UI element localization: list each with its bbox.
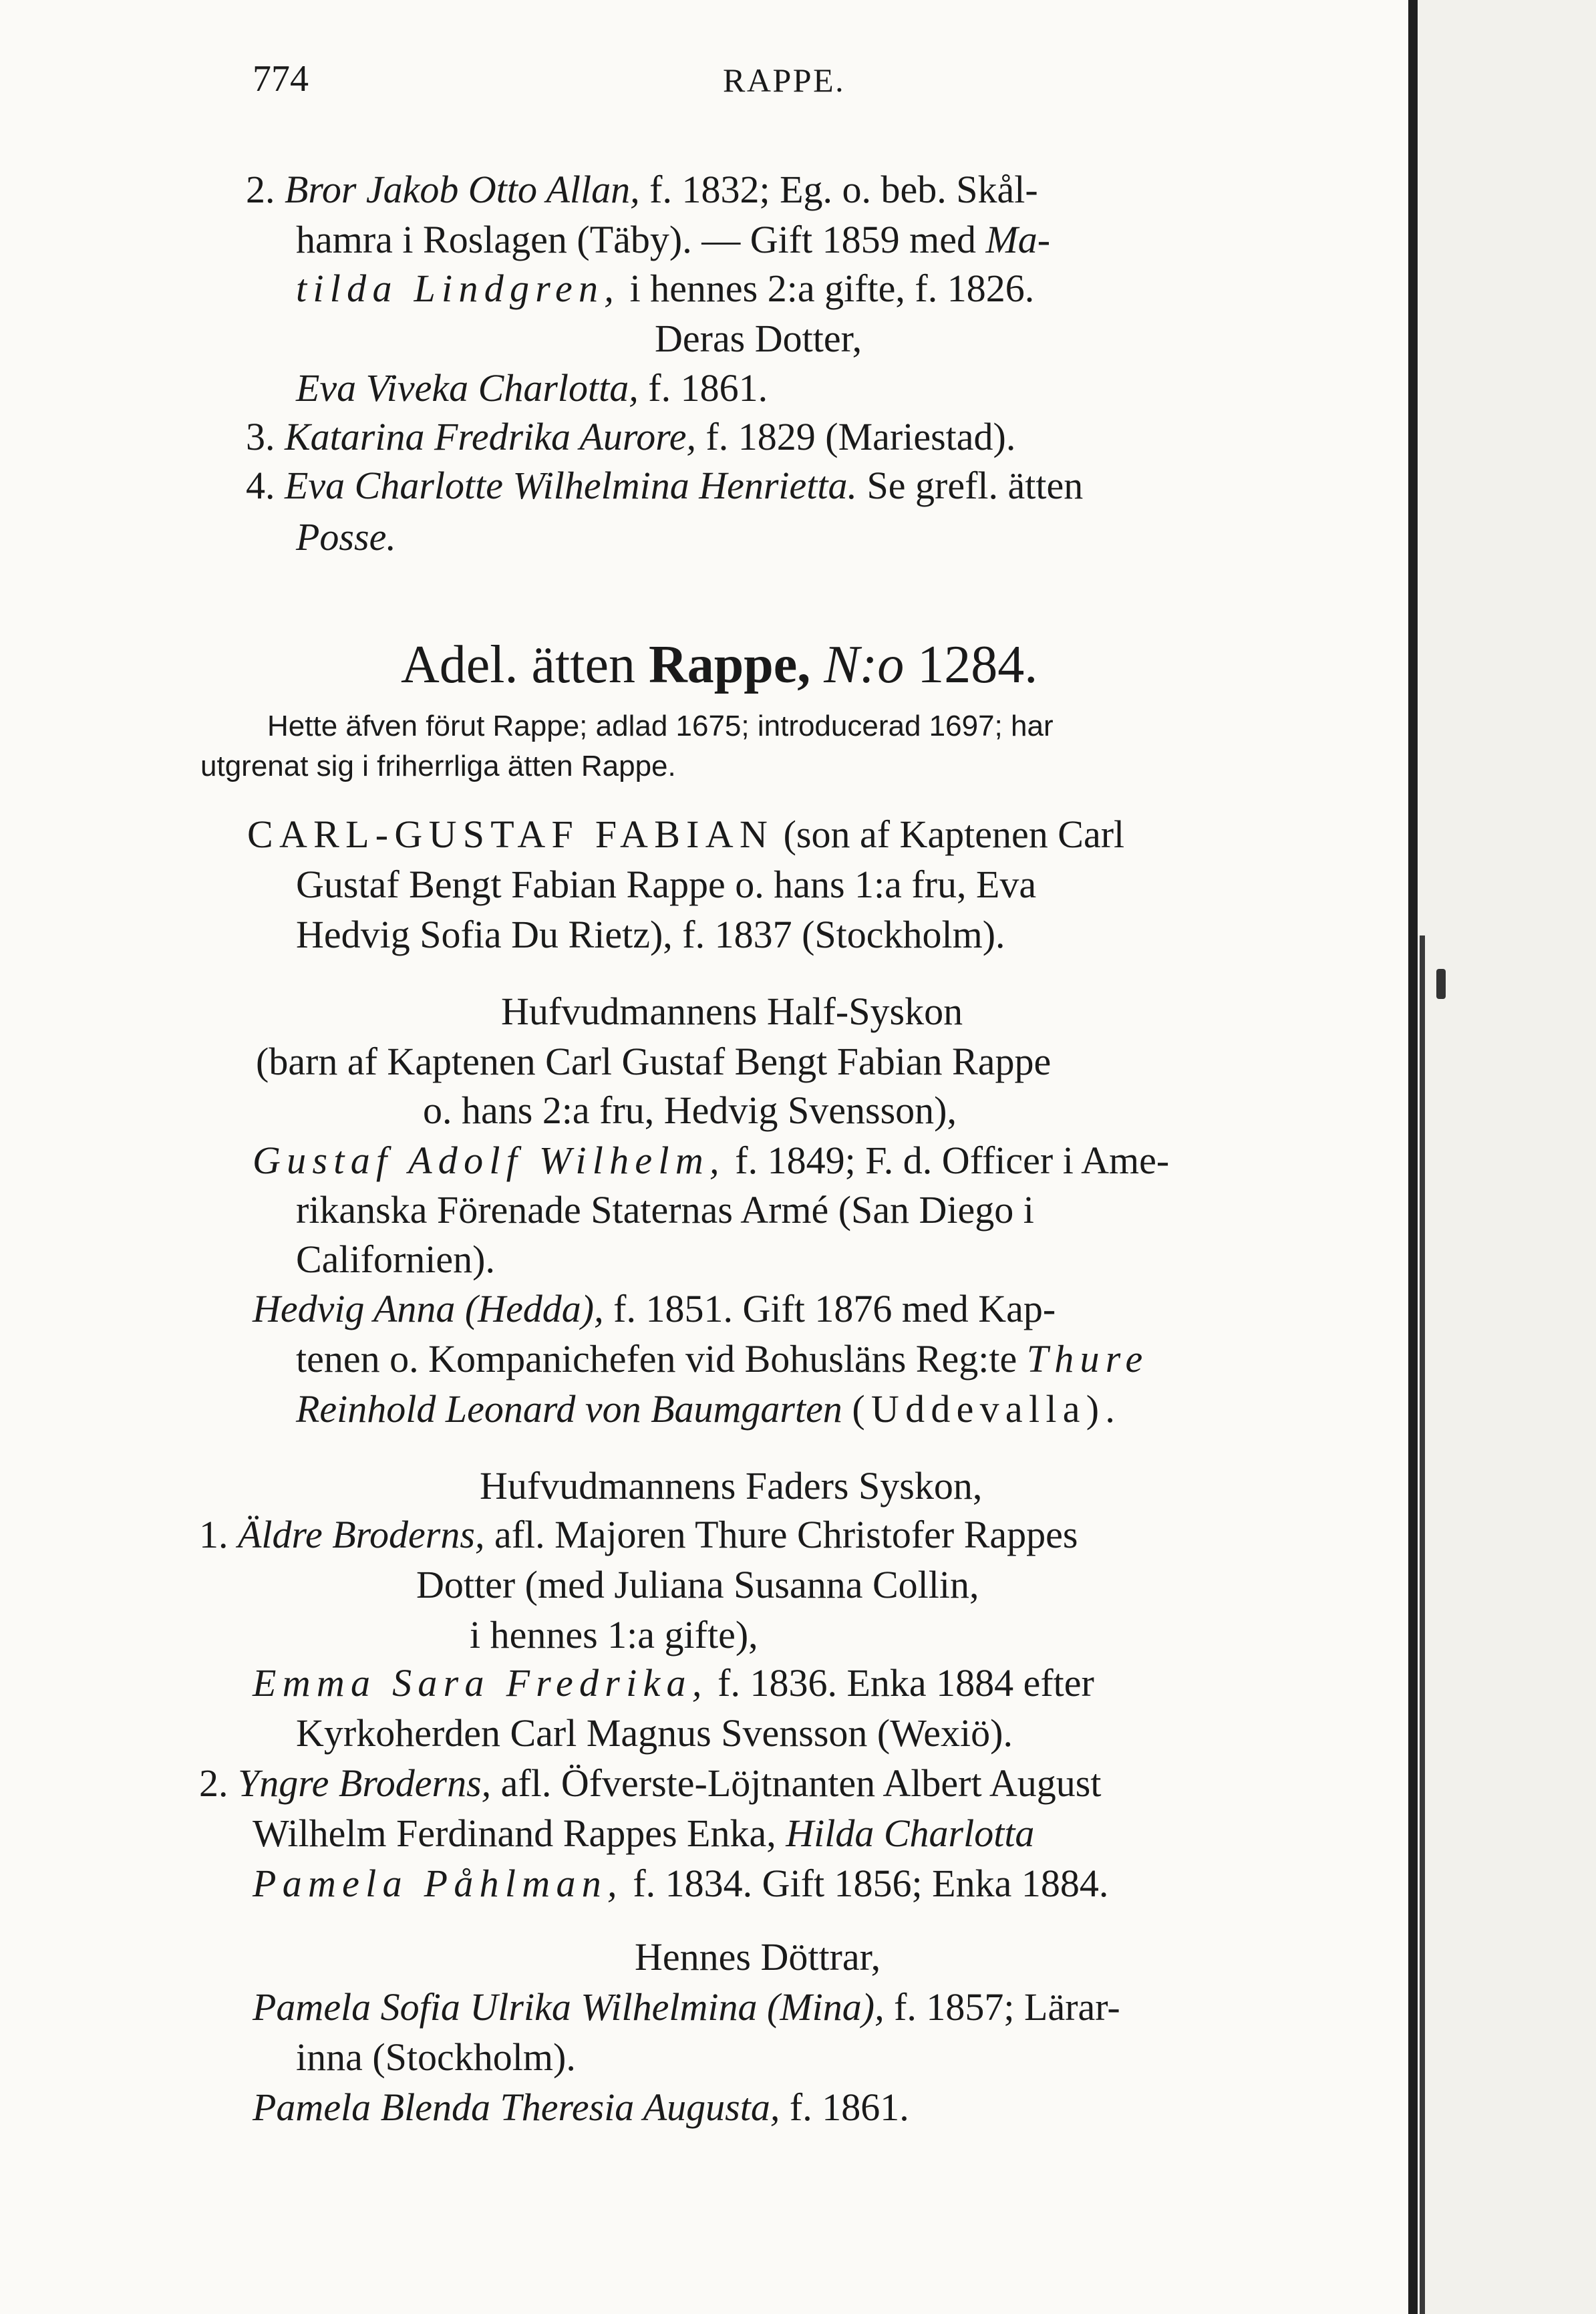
fathers-siblings-heading: Hufvudmannens Faders Syskon, — [480, 1464, 983, 1507]
half-siblings-paren-2: o. hans 2:a fru, Hedvig Svensson), — [423, 1089, 957, 1132]
entry-2-child: Eva Viveka Charlotta, f. 1861. — [296, 366, 768, 410]
fathers-siblings-1-line-1: 1. Äldre Broderns, afl. Majoren Thure Christofer Rappes — [199, 1513, 1078, 1556]
page-edge-shadow — [1408, 0, 1418, 2314]
entry-2-line-3: tilda Lindgren, i hennes 2:a gifte, f. 1826. — [296, 267, 1035, 310]
entry-4: 4. Eva Charlotte Wilhelmina Henrietta. Se grefl. ätten — [246, 464, 1084, 507]
daughters-heading: Hennes Döttrar, — [635, 1935, 881, 1979]
person-name: Bror Jakob Otto Allan, — [285, 168, 640, 211]
mina-line-1: Pamela Sofia Ulrika Wilhelmina (Mina), f. 1857; Lärar- — [253, 1985, 1120, 2029]
fathers-siblings-1-line-3: i hennes 1:a gifte), — [470, 1613, 758, 1656]
fathers-siblings-2-line-2: Wilhelm Ferdinand Rappes Enka, Hilda Charlotta — [253, 1812, 1035, 1855]
half-siblings-paren-1: (barn af Kaptenen Carl Gustaf Bengt Fabian Rappe — [256, 1040, 1052, 1083]
page-edge-line — [1420, 935, 1425, 2314]
page-edge-mark — [1436, 969, 1446, 999]
entry-4-continuation: Posse. — [296, 515, 396, 559]
section-intro-line-1: Hette äfven förut Rappe; adlad 1675; introducerad 1697; har — [267, 710, 1054, 742]
entry-number: 2. — [246, 168, 275, 211]
half-siblings-heading: Hufvudmannens Half-Syskon — [501, 990, 963, 1033]
gustaf-line-1: Gustaf Adolf Wilhelm, f. 1849; F. d. Officer i Ame- — [253, 1139, 1170, 1182]
page-number: 774 — [253, 58, 309, 100]
head-of-family-line-2: Gustaf Bengt Fabian Rappe o. hans 1:a fru, Eva — [296, 863, 1037, 906]
fathers-siblings-2-line-1: 2. Yngre Broderns, afl. Öfverste-Löjtnanten Albert August — [199, 1761, 1102, 1805]
page-edge-background — [1418, 0, 1596, 2314]
hedvig-line-1: Hedvig Anna (Hedda), f. 1851. Gift 1876 med Kap- — [253, 1287, 1056, 1330]
emma-line-2: Kyrkoherden Carl Magnus Svensson (Wexiö). — [296, 1711, 1013, 1755]
head-of-family-line-1: CARL-GUSTAF FABIAN (son af Kaptenen Carl — [247, 813, 1125, 856]
fathers-siblings-1-line-2: Dotter (med Juliana Susanna Collin, — [416, 1563, 979, 1606]
fathers-siblings-2-line-3: Pamela Påhlman, f. 1834. Gift 1856; Enka 1884. — [253, 1862, 1109, 1905]
head-of-family-line-3: Hedvig Sofia Du Rietz), f. 1837 (Stockholm). — [296, 913, 1005, 956]
gustaf-line-3: Californien). — [296, 1238, 495, 1281]
emma-line-1: Emma Sara Fredrika, f. 1836. Enka 1884 efter — [253, 1661, 1094, 1705]
entry-3: 3. Katarina Fredrika Aurore, f. 1829 (Mariestad). — [246, 415, 1016, 458]
entry-2-line-2: hamra i Roslagen (Täby). — Gift 1859 med Ma- — [296, 218, 1051, 261]
section-intro-line-2: utgrenat sig i friherrliga ätten Rappe. — [200, 750, 676, 782]
section-title: Adel. ätten Rappe, N:o 1284. — [401, 635, 1038, 694]
hedvig-line-3: Reinhold Leonard von Baumgarten (Uddevalla). — [296, 1387, 1122, 1431]
entry-2-subheading: Deras Dotter, — [655, 317, 862, 360]
hedvig-line-2: tenen o. Kompanichefen vid Bohusläns Reg:te Thure — [296, 1337, 1149, 1381]
mina-line-2: inna (Stockholm). — [296, 2035, 576, 2079]
entry-2-line-1: 2. Bror Jakob Otto Allan, f. 1832; Eg. o. beb. Skål- — [246, 168, 1038, 211]
blenda-line-1: Pamela Blenda Theresia Augusta, f. 1861. — [253, 2085, 909, 2129]
running-title: RAPPE. — [723, 61, 846, 99]
gustaf-line-2: rikanska Förenade Staternas Armé (San Diego i — [296, 1188, 1034, 1232]
